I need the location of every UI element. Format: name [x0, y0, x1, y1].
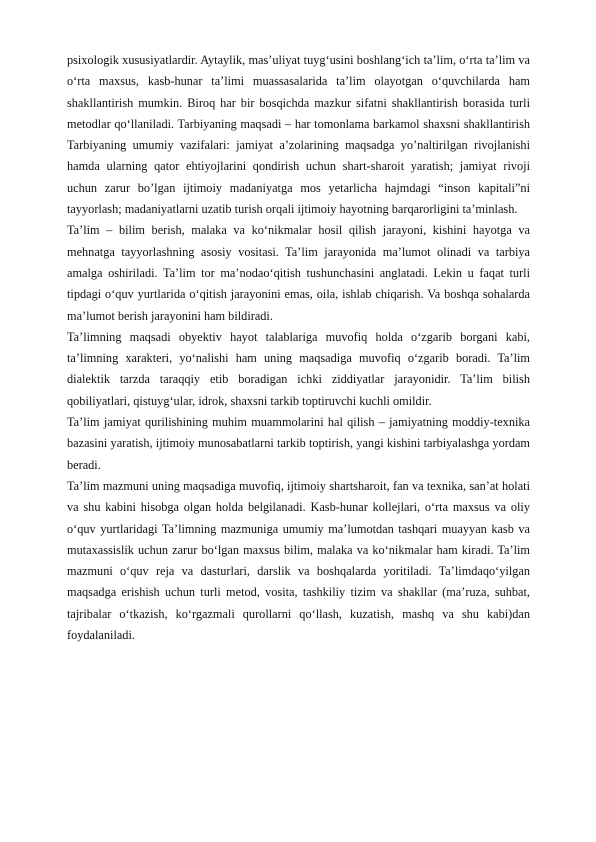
- document-page: [67, 50, 530, 646]
- paragraph-education-definition: Ta’lim – bilim berish, malaka va ko‘nikmalar hosil qilish jarayoni, kishini hayotga va mehnatga tayyorlashning asosiy vositasi. Ta’lim jarayonida ma’lumot olinadi va tarbiya amalga oshiriladi. Ta’lim tor ma’nodao‘qitish tushunchasini anglatadi. Lekin u faqat turli tipdagi o‘quv yurtlarida o‘qitish jarayonini emas, oila, ishlab chiqarish. Va boshqa sohalarda ma’lumot berish jarayonini ham bildiradi.: [67, 223, 530, 323]
- paragraph-education-society: Ta’lim jamiyat qurilishining muhim muammolarini hal qilish – jamiyatning moddiy-texnika bazasini yaratish, ijtimoiy munosabatlarni tarkib toptirish, yangi kishini tarbiyalashga yordam beradi.: [67, 415, 530, 472]
- paragraph-education-content: Ta’lim mazmuni uning maqsadiga muvofiq, ijtimoiy shartsharoit, fan va texnika, san’at holati va shu kabini hisobga olgan holda belgilanadi. Kasb-hunar kollejlari, o‘rta maxsus va oliy o‘quv yurtlaridagi Ta’limning mazmuniga umumiy ma’lumotdan tashqari muayyan kasb va mutaxassislik uchun zarur bo‘lgan maxsus bilim, malaka va ko‘nikmalar ham kiradi. Ta’lim mazmuni o‘quv reja va dasturlari, darslik va boshqalarda yoritiladi. Ta’limdaqo‘yilgan maqsadga erishish uchun turli metod, vosita, tashkiliy tizim va shakllar (ma’ruza, suhbat, tajribalar o‘tkazish, ko‘rgazmali qurollarni qo‘llash, kuzatish, mashq va shu kabi)dan foydalaniladi.: [67, 478, 530, 643]
- paragraph-education-aim: Ta’limning maqsadi obyektiv hayot talablariga muvofiq holda o‘zgarib borgani kabi, ta’limning xarakteri, yo‘nalishi ham uning maqsadiga muvofiq o‘zgarib boradi. Ta’lim dialektik tarzda taraqqiy etib boradigan ichki ziddiyatlar jarayonidir. Ta’lim bilish qobiliyatlari, qistuyg‘ular, idrok, shaxsni tarkib toptiruvchi kuchli omildir.: [67, 329, 530, 408]
- paragraph-upbringing-goals: psixologik xususiyatlardir. Aytaylik, mas’uliyat tuyg‘usini boshlang‘ich ta’lim, o‘rta ta’lim va o‘rta maxsus, kasb-hunar ta’limi muassasalarida ta’lim olayotgan o‘quvchilarda ham shakllantirish mumkin. Biroq har bir bosqichda mazkur sifatni shakllantirish borasida turli metodlar qo‘llaniladi. Tarbiyaning maqsadi – har tomonlama barkamol shaxsni shakllantirish Tarbiyaning umumiy vazifalari: jamiyat a’zolarining maqsadga yo’naltirilgan rivojlanishi hamda ularning qator ehtiyojlarini qondirish uchun shart-sharoit yaratish; jamiyat rivoji uchun zarur bo’lgan ijtimoiy madaniyatga mos yetarlicha hajmdagi “inson kapitali”ni tayyorlash; madaniyatlarni uzatib turish orqali ijtimoiy hayotning barqarorligini ta’minlash.: [67, 53, 530, 217]
